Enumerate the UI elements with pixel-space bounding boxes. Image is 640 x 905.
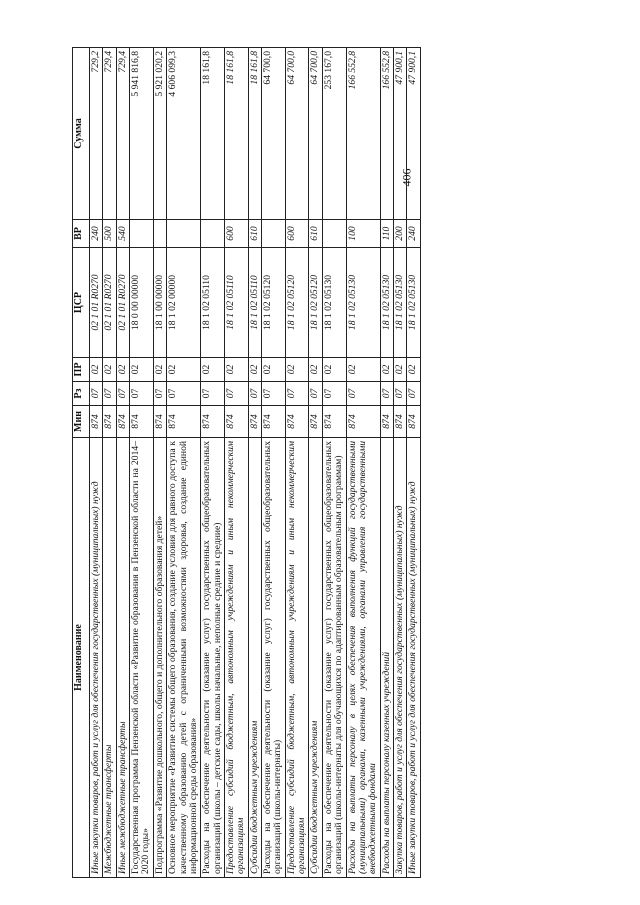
cell-min: 874 xyxy=(322,406,346,438)
table-row xyxy=(262,48,286,878)
cell-pr: 02 xyxy=(116,358,129,382)
table-row xyxy=(322,48,346,878)
cell-min: 874 xyxy=(393,406,406,438)
cell-pr: 02 xyxy=(380,358,393,382)
cell-min: 874 xyxy=(90,406,103,438)
cell-name: Подпрограмма «Развитие дошкольного, общего и дополнительного образования детей» xyxy=(153,438,166,878)
cell-vr xyxy=(167,220,201,248)
header-rz: Рз xyxy=(73,382,90,406)
cell-min: 874 xyxy=(407,406,420,438)
table-row xyxy=(346,48,380,878)
cell-csr: 18 1 02 05130 xyxy=(346,248,380,358)
cell-pr: 02 xyxy=(103,358,116,382)
table-row xyxy=(167,48,201,878)
cell-rz: 07 xyxy=(248,382,261,406)
cell-sum: 5 921 020,2 xyxy=(153,48,166,220)
cell-pr: 02 xyxy=(90,358,103,382)
cell-rz: 07 xyxy=(309,382,322,406)
cell-name: Основное мероприятие «Развитие системы общего образования, создание условия для равного доступа к качественному образованию детей с ограниченными возможностями здоровья, создание единой информационной среды образования» xyxy=(167,438,201,878)
cell-min: 874 xyxy=(309,406,322,438)
header-csr: ЦСР xyxy=(73,248,90,358)
cell-min: 874 xyxy=(380,406,393,438)
cell-name: Субсидии бюджетным учреждениям xyxy=(309,438,322,878)
cell-name: Государственная программа Пензенской области «Развитие образования в Пензенской области на 2014–2020 годы» xyxy=(130,438,154,878)
cell-vr: 610 xyxy=(248,220,261,248)
cell-csr: 18 1 02 05130 xyxy=(380,248,393,358)
cell-rz: 07 xyxy=(201,382,225,406)
cell-sum: 47 900,1 xyxy=(407,48,420,220)
cell-pr: 02 xyxy=(130,358,154,382)
cell-csr: 18 1 02 05130 xyxy=(407,248,420,358)
cell-name: Предоставление субсидий бюджетным, автономным учреждениям и иным некоммерческим организациям xyxy=(285,438,309,878)
cell-csr: 18 1 02 05110 xyxy=(224,248,248,358)
cell-csr: 18 1 02 05110 xyxy=(248,248,261,358)
cell-vr: 540 xyxy=(116,220,129,248)
table-row xyxy=(380,48,393,878)
cell-csr: 18 0 00 00000 xyxy=(130,248,154,358)
table-row xyxy=(201,48,225,878)
cell-sum: 4 606 099,3 xyxy=(167,48,201,220)
cell-min: 874 xyxy=(153,406,166,438)
cell-min: 874 xyxy=(224,406,248,438)
cell-name: Расходы на обеспечение деятельности (оказание услуг) государственных общеобразовательных организаций (школы – детские сады, школы начальные, неполные средние и средние) xyxy=(201,438,225,878)
cell-pr: 02 xyxy=(248,358,261,382)
cell-rz: 07 xyxy=(407,382,420,406)
cell-csr: 18 1 02 05130 xyxy=(393,248,406,358)
cell-rz: 07 xyxy=(346,382,380,406)
cell-sum: 5 941 816,8 xyxy=(130,48,154,220)
table-row xyxy=(130,48,154,878)
cell-rz: 07 xyxy=(103,382,116,406)
cell-sum: 253 167,0 xyxy=(322,48,346,220)
cell-min: 874 xyxy=(167,406,201,438)
cell-vr: 600 xyxy=(285,220,309,248)
cell-rz: 07 xyxy=(116,382,129,406)
cell-sum: 47 900,1 xyxy=(393,48,406,220)
cell-pr: 02 xyxy=(322,358,346,382)
table-row xyxy=(393,48,406,878)
budget-table xyxy=(72,47,421,878)
cell-csr: 02 1 01 R0270 xyxy=(103,248,116,358)
table-row xyxy=(90,48,103,878)
cell-csr: 18 1 02 05130 xyxy=(322,248,346,358)
cell-vr: 110 xyxy=(380,220,393,248)
cell-csr: 18 1 02 05120 xyxy=(285,248,309,358)
cell-name: Иные закупки товаров, работ и услуг для обеспечения государственных (муниципальных) нужд xyxy=(90,438,103,878)
cell-csr: 02 1 01 R0270 xyxy=(116,248,129,358)
cell-sum: 64 700,0 xyxy=(309,48,322,220)
cell-csr: 18 1 02 05110 xyxy=(201,248,225,358)
cell-min: 874 xyxy=(201,406,225,438)
table-body xyxy=(90,48,421,878)
cell-sum: 729,4 xyxy=(116,48,129,220)
cell-min: 874 xyxy=(262,406,286,438)
cell-name: Иные закупки товаров, работ и услуг для обеспечения государственных (муниципальных) нужд xyxy=(407,438,420,878)
cell-pr: 02 xyxy=(153,358,166,382)
cell-rz: 07 xyxy=(380,382,393,406)
cell-sum: 18 161,8 xyxy=(224,48,248,220)
cell-vr xyxy=(153,220,166,248)
cell-rz: 07 xyxy=(322,382,346,406)
cell-rz: 07 xyxy=(393,382,406,406)
cell-rz: 07 xyxy=(262,382,286,406)
cell-sum: 64 700,0 xyxy=(262,48,286,220)
cell-rz: 07 xyxy=(167,382,201,406)
table-row xyxy=(285,48,309,878)
cell-sum: 64 700,0 xyxy=(285,48,309,220)
cell-min: 874 xyxy=(116,406,129,438)
cell-pr: 02 xyxy=(346,358,380,382)
cell-sum: 166 552,8 xyxy=(346,48,380,220)
cell-pr: 02 xyxy=(285,358,309,382)
cell-pr: 02 xyxy=(262,358,286,382)
cell-sum: 729,4 xyxy=(103,48,116,220)
table-row xyxy=(153,48,166,878)
cell-csr: 18 1 00 00000 xyxy=(153,248,166,358)
table-row xyxy=(248,48,261,878)
cell-rz: 07 xyxy=(153,382,166,406)
cell-name: Расходы на обеспечение деятельности (оказание услуг) государственных общеобразовательных организаций (школы-интернаты) xyxy=(262,438,286,878)
cell-vr xyxy=(322,220,346,248)
cell-vr: 610 xyxy=(309,220,322,248)
cell-pr: 02 xyxy=(167,358,201,382)
cell-vr: 240 xyxy=(407,220,420,248)
table-row xyxy=(224,48,248,878)
cell-pr: 02 xyxy=(407,358,420,382)
table-row xyxy=(309,48,322,878)
table-row xyxy=(103,48,116,878)
cell-vr: 600 xyxy=(224,220,248,248)
cell-vr xyxy=(130,220,154,248)
cell-csr: 18 1 02 05120 xyxy=(309,248,322,358)
cell-csr: 18 1 02 00000 xyxy=(167,248,201,358)
cell-name: Закупка товаров, работ и услуг для обеспечения государственных (муниципальных) нужд xyxy=(393,438,406,878)
cell-vr xyxy=(262,220,286,248)
table-row xyxy=(407,48,420,878)
cell-min: 874 xyxy=(248,406,261,438)
cell-pr: 02 xyxy=(393,358,406,382)
header-sum: Сумма xyxy=(73,48,90,220)
cell-rz: 07 xyxy=(130,382,154,406)
table-row xyxy=(116,48,129,878)
cell-rz: 07 xyxy=(285,382,309,406)
cell-name: Предоставление субсидий бюджетным, автономным учреждениям и иным некоммерческим организациям xyxy=(224,438,248,878)
cell-sum: 166 552,8 xyxy=(380,48,393,220)
cell-vr xyxy=(201,220,225,248)
rotated-page xyxy=(72,48,562,878)
cell-name: Расходы на обеспечение деятельности (оказание услуг) государственных общеобразовательных организаций (школы-интернаты для обучающихся по адаптированным образовательным программам) xyxy=(322,438,346,878)
table-header-row xyxy=(73,48,90,878)
header-vr: ВР xyxy=(73,220,90,248)
header-name: Наименование xyxy=(73,438,90,878)
cell-rz: 07 xyxy=(90,382,103,406)
cell-min: 874 xyxy=(130,406,154,438)
cell-min: 874 xyxy=(285,406,309,438)
cell-name: Иные межбюджетные трансферты xyxy=(116,438,129,878)
header-min: Мин xyxy=(73,406,90,438)
cell-vr: 200 xyxy=(393,220,406,248)
cell-vr: 240 xyxy=(90,220,103,248)
cell-rz: 07 xyxy=(224,382,248,406)
cell-vr: 100 xyxy=(346,220,380,248)
cell-pr: 02 xyxy=(309,358,322,382)
cell-sum: 18 161,8 xyxy=(201,48,225,220)
cell-name: Расходы на выплаты персоналу в целях обеспечения выполнения функций государственными (муниципальными) органами, казенными учреждениями, органами управления государственными внебюджетными фондами xyxy=(346,438,380,878)
cell-name: Межбюджетные трансферты xyxy=(103,438,116,878)
cell-csr: 18 1 02 05120 xyxy=(262,248,286,358)
cell-sum: 729,2 xyxy=(90,48,103,220)
header-pr: ПР xyxy=(73,358,90,382)
cell-min: 874 xyxy=(346,406,380,438)
page-number: 406 xyxy=(399,168,414,187)
cell-name: Субсидии бюджетным учреждениям xyxy=(248,438,261,878)
cell-name: Расходы на выплаты персоналу казенных учреждений xyxy=(380,438,393,878)
cell-min: 874 xyxy=(103,406,116,438)
cell-csr: 02 1 01 R0270 xyxy=(90,248,103,358)
cell-vr: 500 xyxy=(103,220,116,248)
cell-pr: 02 xyxy=(201,358,225,382)
cell-sum: 18 161,8 xyxy=(248,48,261,220)
cell-pr: 02 xyxy=(224,358,248,382)
